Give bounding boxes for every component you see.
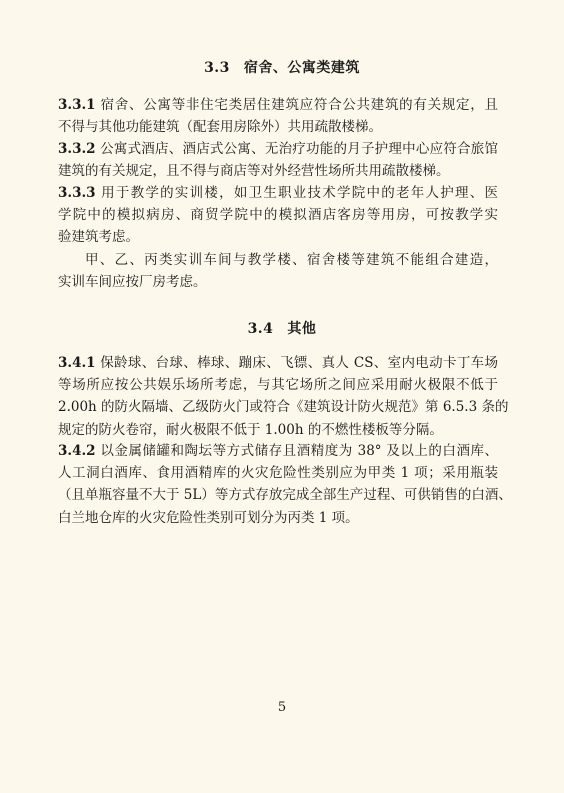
section-number: 3.4 [247,321,274,337]
clause-text: 公寓式酒店、酒店式公寓、无治疗功能的月子护理中心应符合旅馆 [95,141,498,157]
clause-3-3-3-note [58,249,498,293]
clause-3-3-2 [58,138,498,182]
clause-3-4-1 [58,352,509,441]
clause-3-3-3 [58,182,498,249]
clause-line: 白兰地仓库的火灾危险性类别可划分为丙类 1 项。 [58,509,359,526]
clause-line: 2.00h 的防火隔墙、乙级防火门或符合《建筑设计防火规范》第 6.5.3 条的 [58,399,509,416]
clause-line: 甲、乙、丙类实训车间与教学楼、宿舍楼等建筑不能组合建造， [85,252,498,268]
clause-number: 3.4.1 [58,355,96,371]
clause-line [58,94,498,116]
clause-number: 3.3.1 [58,97,96,113]
clause-3-3-1 [58,94,498,138]
clause-number: 3.3.2 [58,141,96,157]
clause-line: （且单瓶容量不大于 5L）等方式存放完成全部生产过程、可供销售的白酒、 [58,487,512,504]
clause-line: 学院中的模拟病房、商贸学院中的模拟酒店客房等用房，可按教学实 [58,207,498,224]
section-number: 3.3 [204,60,230,76]
clause-line: 规定的防火卷帘，耐火极限不低于 1.00h 的不燃性楼板等分隔。 [58,421,443,438]
clause-line: 不得与其他功能建筑（配套用房除外）共用疏散楼梯。 [58,119,382,136]
section-heading-3-3 [0,57,564,77]
section-heading-3-4 [0,318,564,338]
clause-3-4-2 [58,440,512,529]
clause-number: 3.3.3 [58,185,96,201]
clause-text: 用于教学的实训楼，如卫生职业技术学院中的老年人护理、医 [95,185,498,201]
clause-line: 实训车间应按厂房考虑。 [58,274,207,291]
section-title: 其他 [287,321,317,337]
clause-line [58,182,498,204]
clause-number: 3.4.2 [58,443,96,459]
clause-text: 宿舍、公寓等非住宅类居住建筑应符合公共建筑的有关规定，且 [95,97,498,113]
clause-line: 等场所应按公共娱乐场所考虑，与其它场所之间应采用耐火极限不低于 [58,377,498,394]
section-title: 宿舍、公寓类建筑 [243,60,360,76]
clause-line [58,352,498,374]
clause-line: 建筑的有关规定，且不得与商店等对外经营性场所共用疏散楼梯。 [58,163,450,180]
clause-text: 保龄球、台球、棒球、蹦床、飞镖、真人 CS、室内电动卡丁车场 [95,355,498,371]
clause-line [58,440,498,462]
clause-text: 以金属储罐和陶坛等方式储存且酒精度为 38° 及以上的白酒库、 [95,443,498,459]
clause-line [58,138,498,160]
page-number: 5 [277,700,287,715]
clause-line: 人工洞白酒库、食用酒精库的火灾危险性类别应为甲类 1 项；采用瓶装 [58,465,498,482]
clause-line: 验建筑考虑。 [58,229,139,246]
